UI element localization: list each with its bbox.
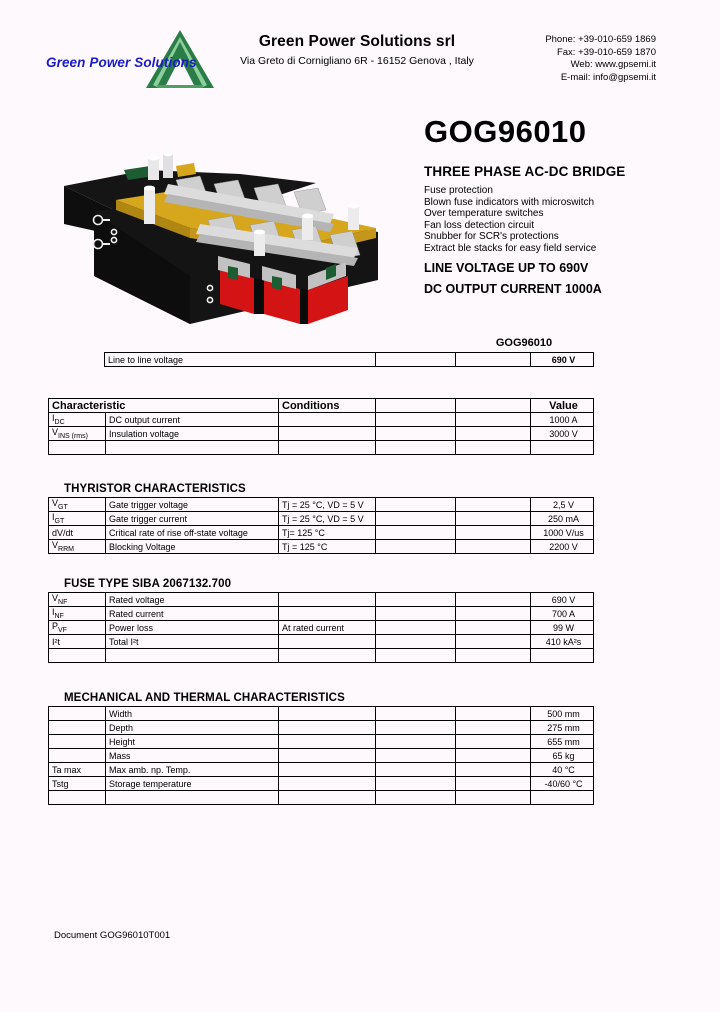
row-blank-1: [376, 353, 456, 367]
row-value: 1000 V/us: [531, 526, 594, 540]
row-blank-1: [376, 635, 456, 649]
row-blank-2: [456, 791, 531, 805]
row-description: Rated voltage: [106, 593, 279, 607]
row-blank-1: [376, 441, 456, 455]
table-row: [49, 707, 594, 721]
table-row: [49, 593, 594, 607]
fuse-characteristics-table: [48, 592, 594, 663]
row-value: 99 W: [531, 621, 594, 635]
row-conditions: Tj= 125 °C: [279, 526, 376, 540]
header-conditions: Conditions: [279, 399, 376, 413]
row-value: 690 V: [531, 353, 594, 367]
row-blank-2: [456, 735, 531, 749]
row-symbol: $V_{INS (rms)}$: [49, 427, 106, 441]
dc-output-current-headline: DC OUTPUT CURRENT 1000A: [424, 282, 602, 296]
feature-list: [424, 185, 596, 255]
row-blank-2: [456, 607, 531, 621]
feature-item: Snubber for SCR's protections: [424, 231, 559, 243]
table-row: [49, 749, 594, 763]
row-description: [106, 441, 279, 455]
header-blank-2: [456, 399, 531, 413]
table-row: [49, 791, 594, 805]
fax-label: Fax:: [556, 46, 576, 58]
row-blank-2: [456, 621, 531, 635]
thyristor-characteristics-table: [48, 497, 594, 554]
fuse-section-title: FUSE TYPE SIBA 2067132.700: [64, 578, 232, 590]
row-conditions: [279, 749, 376, 763]
table-row: [105, 353, 594, 367]
row-blank-2: [456, 763, 531, 777]
row-symbol: dV/dt: [49, 526, 106, 540]
row-blank-2: [456, 413, 531, 427]
row-conditions: [279, 721, 376, 735]
row-conditions: [279, 593, 376, 607]
row-description: Gate trigger current: [106, 512, 279, 526]
contact-fax: [420, 47, 656, 60]
row-blank-2: [456, 353, 531, 367]
row-description: Line to line voltage: [105, 353, 376, 367]
row-blank-1: [376, 427, 456, 441]
row-symbol: [49, 707, 106, 721]
company-address: Via Greto di Cornigliano 6R - 16152 Genova , Italy: [240, 55, 474, 67]
table-row: [49, 763, 594, 777]
row-blank-2: [456, 649, 531, 663]
contact-email: [420, 72, 656, 85]
row-blank-1: [376, 526, 456, 540]
table-row: [49, 413, 594, 427]
row-value: 1000 A: [531, 413, 594, 427]
row-conditions: [279, 427, 376, 441]
table-row: [49, 621, 594, 635]
row-blank-1: [376, 735, 456, 749]
model-column-header: GOG96010: [495, 337, 553, 349]
row-blank-1: [376, 593, 456, 607]
row-description: Blocking Voltage: [106, 540, 279, 554]
email-value[interactable]: info@gpsemi.it: [593, 71, 656, 83]
row-symbol: [49, 649, 106, 663]
phone-value: +39-010-659 1869: [578, 34, 656, 45]
row-blank-1: [376, 540, 456, 554]
thyristor-section-title: THYRISTOR CHARACTERISTICS: [64, 483, 246, 495]
phone-label: Phone:: [545, 34, 576, 45]
contact-info: [420, 34, 656, 84]
email-label: E-mail:: [560, 71, 591, 83]
row-conditions: [279, 607, 376, 621]
table-row: [49, 512, 594, 526]
row-conditions: At rated current: [279, 621, 376, 635]
table-row: [49, 427, 594, 441]
row-value: 655 mm: [531, 735, 594, 749]
row-symbol: $I_{GT}$: [49, 512, 106, 526]
row-conditions: [279, 777, 376, 791]
product-photo: [58, 128, 394, 333]
row-blank-1: [376, 791, 456, 805]
row-value: 500 mm: [531, 707, 594, 721]
table-row: [49, 735, 594, 749]
row-conditions: [279, 635, 376, 649]
row-description: Storage temperature: [106, 777, 279, 791]
row-description: Critical rate of rise off-state voltage: [106, 526, 279, 540]
row-value: [531, 791, 594, 805]
row-blank-1: [376, 763, 456, 777]
row-conditions: Tj = 25 °C, VD = 5 V: [279, 512, 376, 526]
row-description: [106, 791, 279, 805]
header-characteristic: Characteristic: [49, 399, 279, 413]
row-value: 690 V: [531, 593, 594, 607]
row-description: Height: [106, 735, 279, 749]
row-description: Depth: [106, 721, 279, 735]
feature-item: Over temperature switches: [424, 208, 544, 220]
part-number: GOG96010: [424, 114, 587, 149]
table-row: [49, 649, 594, 663]
row-description: Max amb. np. Temp.: [106, 763, 279, 777]
row-symbol: $I_{NF}$: [49, 607, 106, 621]
row-symbol: I²t: [49, 635, 106, 649]
row-blank-1: [376, 607, 456, 621]
row-symbol: [49, 441, 106, 455]
header-value: Value: [531, 399, 594, 413]
row-conditions: [279, 441, 376, 455]
table-row: [49, 540, 594, 554]
row-description: Total I²t: [106, 635, 279, 649]
row-blank-2: [456, 749, 531, 763]
feature-item: Fuse protection: [424, 185, 493, 196]
feature-item: Blown fuse indicators with microswitch: [424, 196, 595, 208]
table-row: [49, 526, 594, 540]
row-value: 700 A: [531, 607, 594, 621]
row-blank-2: [456, 777, 531, 791]
company-name: Green Power Solutions srl: [258, 33, 456, 50]
row-conditions: [279, 707, 376, 721]
table-row: [49, 498, 594, 512]
row-blank-2: [456, 526, 531, 540]
row-blank-2: [456, 721, 531, 735]
row-symbol: [49, 721, 106, 735]
feature-item: Extract ble stacks for easy field service: [424, 242, 597, 254]
row-description: Width: [106, 707, 279, 721]
row-symbol: Tstg: [49, 777, 106, 791]
mechanical-thermal-table: [48, 706, 594, 805]
row-blank-1: [376, 621, 456, 635]
row-symbol: [49, 749, 106, 763]
row-blank-2: [456, 540, 531, 554]
row-value: 3000 V: [531, 427, 594, 441]
row-blank-2: [456, 635, 531, 649]
row-blank-2: [456, 498, 531, 512]
row-blank-1: [376, 413, 456, 427]
row-blank-1: [376, 777, 456, 791]
row-blank-1: [376, 512, 456, 526]
table-row: [49, 635, 594, 649]
row-description: Power loss: [106, 621, 279, 635]
row-symbol: [49, 791, 106, 805]
company-logo-text: Green Power Solutions: [46, 55, 197, 70]
row-value: 410 kA²s: [531, 635, 594, 649]
row-conditions: Tj = 25 °C, VD = 5 V: [279, 498, 376, 512]
row-symbol: [49, 735, 106, 749]
row-blank-1: [376, 721, 456, 735]
row-symbol: $I_{DC}$: [49, 413, 106, 427]
row-description: Gate trigger voltage: [106, 498, 279, 512]
row-description: Mass: [106, 749, 279, 763]
fax-value: +39-010-659 1870: [578, 46, 656, 58]
row-blank-1: [376, 707, 456, 721]
row-conditions: [279, 649, 376, 663]
row-blank-1: [376, 749, 456, 763]
line-voltage-headline: LINE VOLTAGE UP TO 690V: [424, 261, 589, 275]
row-value: [531, 441, 594, 455]
row-symbol: $P_{VF}$: [49, 621, 106, 635]
row-value: 275 mm: [531, 721, 594, 735]
line-voltage-table: [104, 352, 594, 367]
row-symbol: Ta max: [49, 763, 106, 777]
row-blank-1: [376, 498, 456, 512]
row-conditions: [279, 413, 376, 427]
row-blank-1: [376, 649, 456, 663]
row-blank-2: [456, 427, 531, 441]
contact-web: [420, 59, 656, 72]
row-value: 40 °C: [531, 763, 594, 777]
row-value: 2,5 V: [531, 498, 594, 512]
row-blank-2: [456, 593, 531, 607]
row-description: DC output current: [106, 413, 279, 427]
document-id-footer: Document GOG96010T001: [54, 930, 171, 941]
web-label: Web:: [570, 59, 593, 71]
row-description: Rated current: [106, 607, 279, 621]
row-value: 65 kg: [531, 749, 594, 763]
company-logo: [46, 28, 246, 90]
row-blank-2: [456, 512, 531, 526]
table-row: [49, 441, 594, 455]
table-row: [49, 607, 594, 621]
table-row: [49, 721, 594, 735]
row-conditions: Tj = 125 °C: [279, 540, 376, 554]
contact-phone: [420, 34, 656, 47]
row-description: [106, 649, 279, 663]
row-blank-2: [456, 707, 531, 721]
table-header-row: [49, 399, 594, 413]
header-blank-1: [376, 399, 456, 413]
row-description: Insulation voltage: [106, 427, 279, 441]
page-header: [0, 0, 720, 100]
row-blank-2: [456, 441, 531, 455]
row-value: [531, 649, 594, 663]
row-value: 2200 V: [531, 540, 594, 554]
row-conditions: [279, 763, 376, 777]
mechanical-section-title: MECHANICAL AND THERMAL CHARACTERISTICS: [64, 692, 345, 704]
main-characteristics-table: [48, 398, 594, 455]
row-conditions: [279, 735, 376, 749]
product-subtitle: THREE PHASE AC-DC BRIDGE: [424, 164, 626, 179]
row-symbol: $V_{NF}$: [49, 593, 106, 607]
feature-item: Fan loss detection circuit: [424, 219, 535, 231]
row-conditions: [279, 791, 376, 805]
row-symbol: $V_{RRM}$: [49, 540, 106, 554]
table-row: [49, 777, 594, 791]
row-value: -40/60 °C: [531, 777, 594, 791]
web-value[interactable]: www.gpsemi.it: [595, 59, 656, 71]
row-symbol: $V_{GT}$: [49, 498, 106, 512]
row-value: 250 mA: [531, 512, 594, 526]
